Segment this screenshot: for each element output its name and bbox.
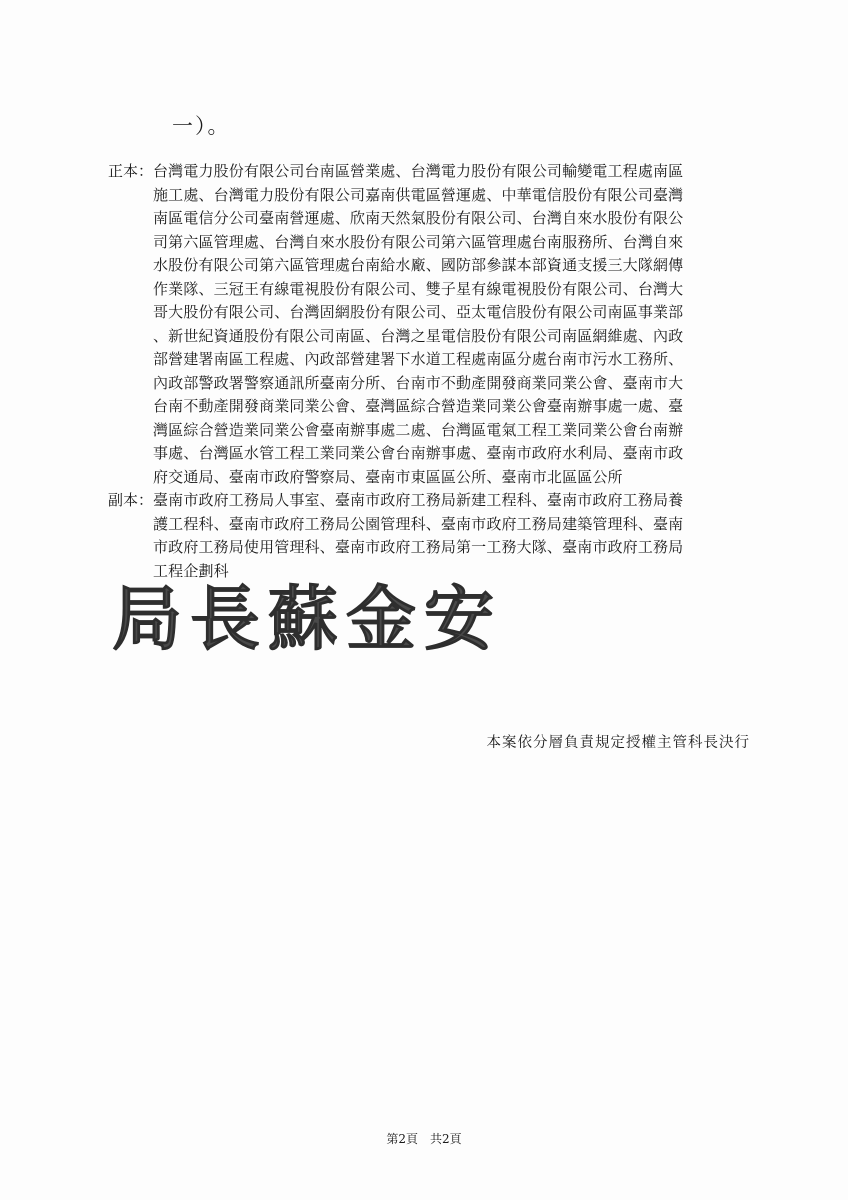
main-recipients-line: 水股份有限公司第六區管理處台南給水廠、國防部參謀本部資通支援三大隊網傳	[153, 256, 684, 274]
main-recipients-line: 施工處、台灣電力股份有限公司嘉南供電區營運處、中華電信股份有限公司臺灣	[153, 185, 684, 204]
main-recipients-line: 事處、台灣區水管工程工業同業公會台南辦事處、臺南市政府水利局、臺南市政	[153, 444, 684, 462]
main-recipients-line: 台南不動產開發商業同業公會、臺灣區綜合營造業同業公會臺南辦事處一處、臺	[153, 397, 684, 415]
main-recipients-label: 正本：	[108, 162, 154, 180]
page-number: 第2頁 共2頁	[386, 1132, 462, 1146]
main-recipients-lines	[153, 160, 758, 489]
main-recipients-line: 司第六區管理處、台灣自來水股份有限公司第六區管理處台南服務所、台灣自來	[153, 232, 684, 251]
main-recipients-line: 部營建署南區工程處、內政部營建署下水道工程處南區分處台南市污水工務所、	[153, 350, 684, 368]
main-recipients-line: 南區電信分公司臺南營運處、欣南天然氣股份有限公司、台灣自來水股份有限公	[153, 209, 684, 227]
main-recipients-line: 、新世紀資通股份有限公司南區、台灣之星電信股份有限公司南區網維處、內政	[153, 326, 684, 345]
main-recipients-line: 內政部警政署警察通訊所臺南分所、台南市不動產開發商業同業公會、臺南市大	[153, 373, 684, 392]
director-signature-stamp	[112, 565, 532, 665]
authority-note: 本案依分層負責規定授權主管科長決行	[486, 735, 750, 751]
copy-recipients-line: 護工程科、臺南市政府工務局公園管理科、臺南市政府工務局建築管理科、臺南	[153, 514, 684, 533]
main-recipients-line: 作業隊、三冠王有線電視股份有限公司、雙子星有線電視股份有限公司、台灣大	[153, 279, 684, 298]
main-recipients-line: 灣區綜合營造業同業公會臺南辦事處二處、台灣區電氣工程工業同業公會台南辦	[153, 420, 684, 439]
main-recipients-line: 哥大股份有限公司、台灣固網股份有限公司、亞太電信股份有限公司南區事業部	[153, 303, 684, 321]
signature-text: 局長蘇金安	[112, 577, 502, 660]
copy-recipients-line: 市政府工務局使用管理科、臺南市政府工務局第一工務大隊、臺南市政府工務局	[153, 538, 684, 556]
main-recipients-line: 台灣電力股份有限公司台南區營業處、台灣電力股份有限公司輸變電工程處南區	[153, 162, 684, 180]
copy-recipients-label: 副本：	[108, 491, 154, 509]
main-recipients	[108, 160, 758, 489]
copy-recipients-line: 工程企劃科	[153, 561, 229, 580]
copy-recipients-line: 臺南市政府工務局人事室、臺南市政府工務局新建工程科、臺南市政府工務局養	[153, 491, 684, 509]
continuation-text: 一）。	[172, 114, 231, 138]
main-recipients-line: 府交通局、臺南市政府警察局、臺南市東區區公所、臺南市北區區公所	[153, 467, 623, 486]
signature-image	[112, 565, 532, 665]
distribution-list	[108, 160, 758, 583]
